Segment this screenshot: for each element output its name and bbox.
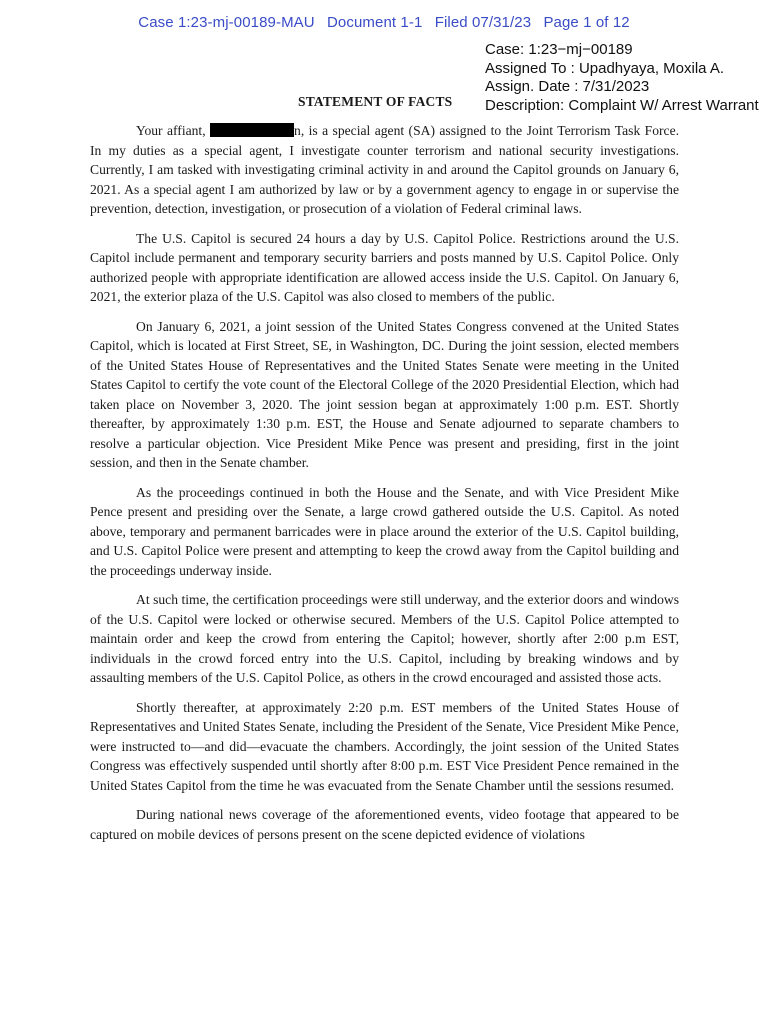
paragraph-6: Shortly thereafter, at approximately 2:20 p.m. EST members of the United States House of Representatives and United States Senate, including the President of the Senate, Vice President Mike Pence, were instructed to—and did—evacuate the chambers. Accordingly, the joint session of the United States Congress was effectively suspended until shortly after 8:00 p.m. EST Vice President Pence remained in the United States Capitol from the time he was evacuated from the Senate Chamber until the sessions resumed. [90,699,679,793]
document-body [90,121,679,854]
paragraph-7: During national news coverage of the aforementioned events, video footage that appeared to be captured on mobile devices of persons present on the scene depicted evidence of violations [90,807,679,842]
stamp-case: Case: 1:23−mj−00189 [485,41,633,58]
paragraph-5: At such time, the certification proceedings were still underway, and the exterior doors and windows of the U.S. Capitol were locked or otherwise secured. Members of the U.S. Capitol Police attempted to maintain order and keep the crowd from entering the Capitol; however, shortly after 2:00 p.m EST, individuals in the crowd forced entry into the U.S. Capitol, including by breaking windows and by assaulting members of the U.S. Capitol Police, as others in the crowd encouraged and assisted those acts. [90,592,679,685]
redaction-box [210,123,294,137]
paragraph-1-redacted-tail: n [294,123,301,138]
paragraph-1-rest: , is a special agent (SA) assigned to the Joint Terrorism Task Force. In my duties as a special agent, I investigate counter terrorism and national security investigations. Currently, I am tasked with investigating criminal activity in and around the Capitol grounds on January 6, 2021. As a special agent I am authorized by law or by a government agency to engage in or supervise the prevention, detection, investigation, or prosecution of a violation of Federal criminal laws. [90,123,680,216]
document-number: Document 1-1 [326,14,423,31]
stamp-assign-date: Assign. Date : 7/31/2023 [485,78,650,95]
case-assignment-stamp [485,41,768,115]
case-number-header: Case 1:23-mj-00189-MAU [138,14,315,31]
stamp-assigned-to: Assigned To : Upadhyaya, Moxila A. [485,59,725,77]
filed-date: Filed 07/31/23 [434,14,532,31]
paragraph-4: As the proceedings continued in both the House and the Senate, and with Vice President Mike Pence present and presiding over the Senate, a large crowd gathered outside the U.S. Capitol. As noted above, temporary and permanent barricades were in place around the exterior of the U.S. Capitol building, and U.S. Capitol Police were present and attempting to keep the crowd away from the Capitol building and the proceedings underway inside. [90,484,679,578]
document-title: STATEMENT OF FACTS [298,94,453,109]
paragraph-1-start: Your affiant, [136,123,211,138]
court-filing-header [0,14,768,31]
page-indicator: Page 1 of 12 [543,14,630,31]
stamp-description: Description: Complaint W/ Arrest Warrant [485,96,759,114]
paragraph-1 [90,121,679,219]
paragraph-2: The U.S. Capitol is secured 24 hours a day by U.S. Capitol Police. Restrictions around the U.S. Capitol include permanent and temporary security barriers and posts manned by U.S. Capitol Police. Only authorized people with appropriate identification are allowed access inside the U.S. Capitol. On January 6, 2021, the exterior plaza of the U.S. Capitol was also closed to members of the public. [90,230,679,304]
paragraph-3: On January 6, 2021, a joint session of the United States Congress convened at the United States Capitol, which is located at First Street, SE, in Washington, DC. During the joint session, elected members of the United States House of Representatives and the United States Senate were meeting in the United States Capitol to certify the vote count of the Electoral College of the 2020 Presidential Election, which had taken place on November 3, 2020. The joint session began at approximately 1:00 p.m. EST. Shortly thereafter, by approximately 1:30 p.m. EST, the House and Senate adjourned to separate chambers to resolve a particular objection. Vice President Mike Pence was present and presiding, first in the joint session, and then in the Senate chamber. [90,318,679,470]
